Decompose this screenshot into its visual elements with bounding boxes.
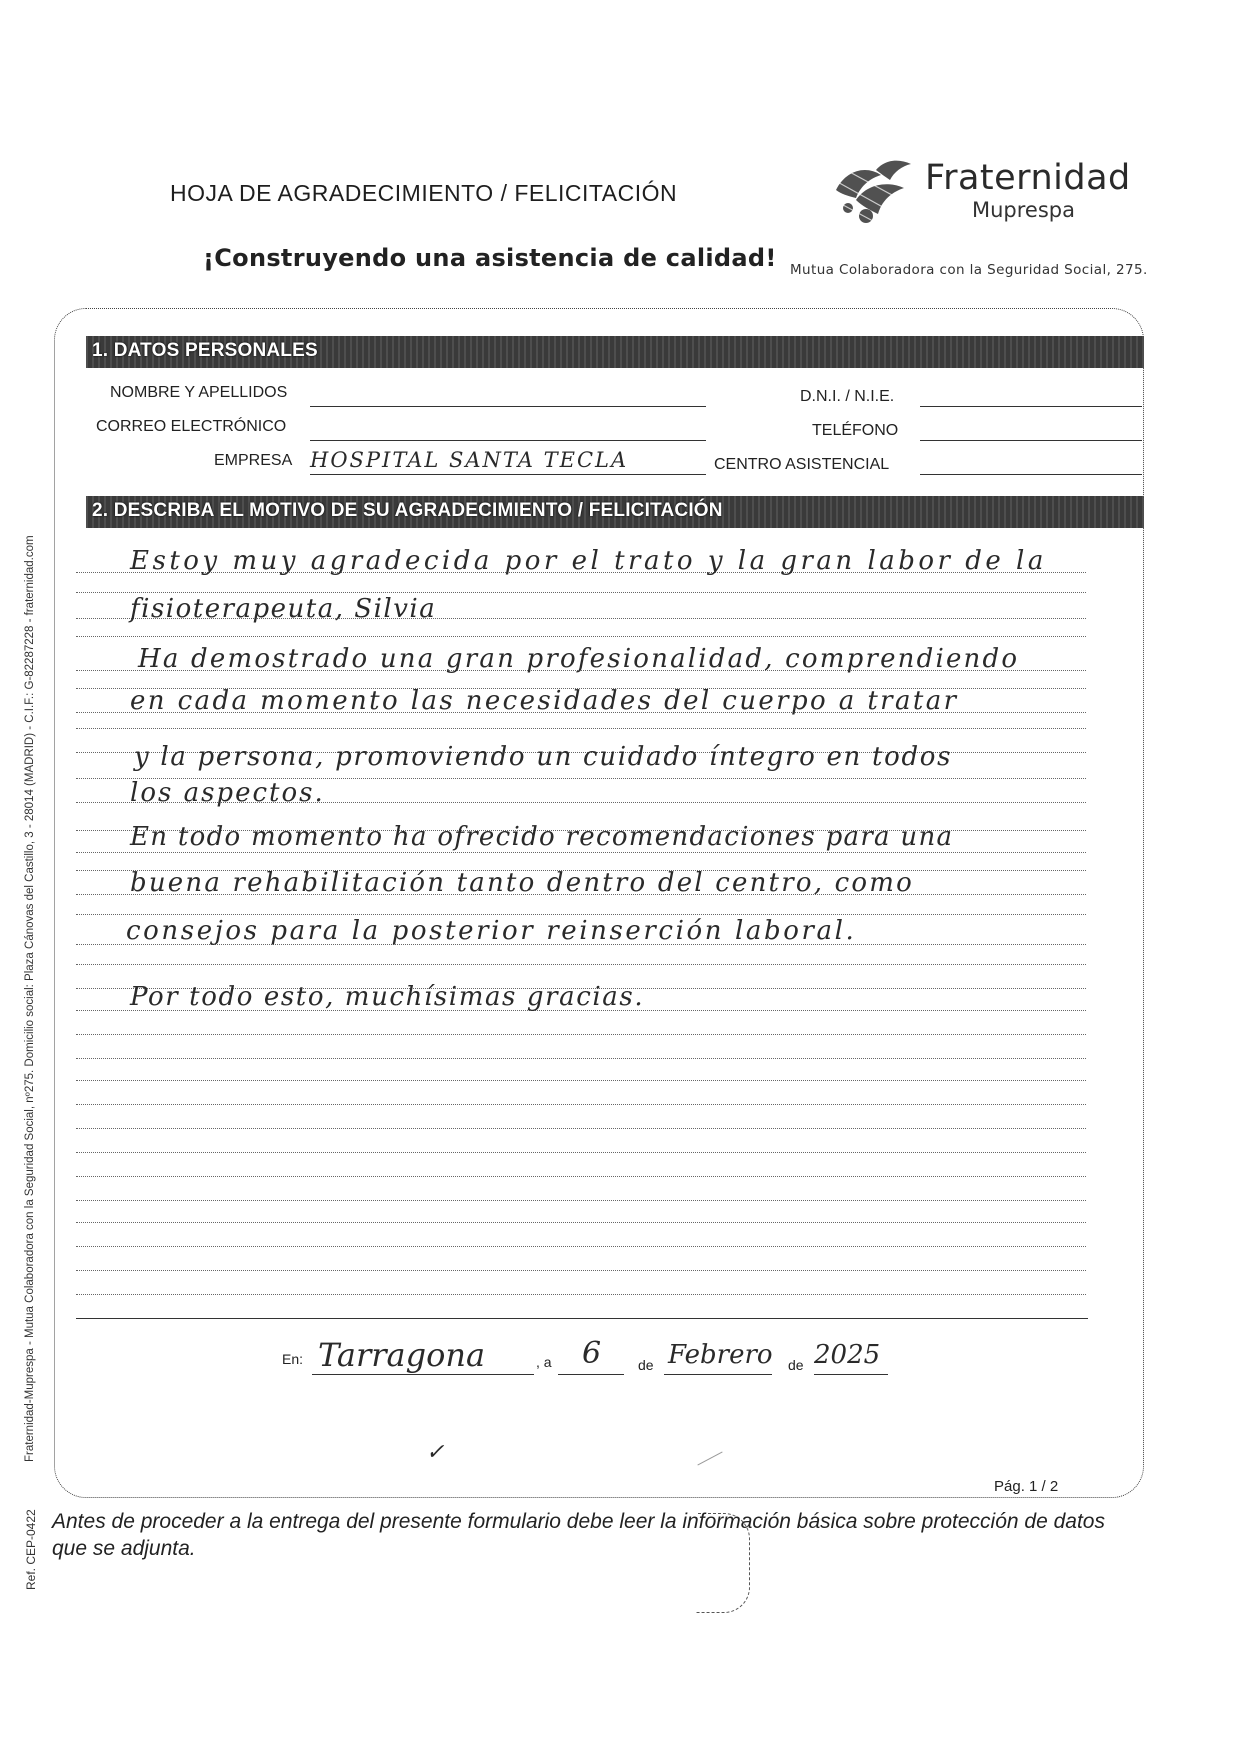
ruled-line	[76, 1176, 1086, 1177]
ruled-line	[76, 1080, 1086, 1081]
data-protection-note: Antes de proceder a la entrega del presente formulario debe leer la información básica sobre protección de datos que se adjunta.	[52, 1510, 1105, 1560]
message-line: en cada momento las necesidades del cuerpo a tratar	[130, 686, 959, 716]
label-correo: CORREO ELECTRÓNICO	[96, 418, 287, 435]
label-nombre: NOMBRE Y APELLIDOS	[110, 384, 288, 401]
form-title: HOJA DE AGRADECIMIENTO / FELICITACIÓN	[170, 180, 678, 206]
label-empresa: EMPRESA	[214, 452, 293, 469]
ruled-line	[76, 852, 1086, 853]
ruled-line	[76, 1128, 1086, 1129]
message-line: consejos para la posterior reinserción laboral.	[126, 916, 857, 946]
brand-tagline: Mutua Colaboradora con la Seguridad Social, 275.	[790, 262, 1148, 278]
label-dni: D.N.I. / N.I.E.	[800, 388, 895, 405]
message-line: En todo momento ha ofrecido recomendaciones para una	[130, 822, 954, 852]
section1-heading: 1. DATOS PERSONALES	[92, 340, 318, 361]
label-de-month: de	[638, 1357, 654, 1373]
ruled-line	[76, 1270, 1086, 1271]
side-legal-text: Fraternidad-Muprespa - Mutua Colaboradora con la Seguridad Social, nº275. Domicilio social: Plaza Cánovas del Castillo, 3 - 28014 (MADRID) - C.I.F.: G-82287228 - fraternidad.com	[24, 535, 36, 1462]
message-line: Ha demostrado una gran profesionalidad, comprendiendo	[138, 644, 1020, 674]
label-a: , a	[536, 1354, 552, 1370]
signature-mark: ✓	[426, 1440, 445, 1465]
message-line: buena rehabilitación tanto dentro del centro, como	[130, 868, 914, 898]
message-line: y la persona, promoviendo un cuidado íntegro en todos	[134, 742, 953, 772]
ruled-line	[76, 1294, 1086, 1295]
field-year[interactable]: 2025	[814, 1374, 888, 1375]
ruled-line	[76, 1034, 1086, 1035]
message-line: Estoy muy agradecida por el trato y la gran labor de la	[130, 546, 1047, 576]
field-month[interactable]: Febrero	[664, 1374, 772, 1375]
ruled-line	[76, 592, 1086, 593]
label-de-year: de	[788, 1357, 804, 1373]
message-end-line	[76, 1318, 1088, 1319]
label-telefono: TELÉFONO	[812, 422, 899, 439]
section2-heading: 2. DESCRIBA EL MOTIVO DE SU AGRADECIMIENTO / FELICITACIÓN	[92, 500, 723, 521]
ruled-line	[76, 1222, 1086, 1223]
ruled-line	[76, 964, 1086, 965]
label-en: En:	[282, 1351, 304, 1367]
ruled-line	[76, 1058, 1086, 1059]
field-empresa[interactable]: HOSPITAL SANTA TECLA	[310, 474, 706, 475]
ruled-line	[76, 728, 1086, 729]
field-place[interactable]: Tarragona	[312, 1374, 534, 1375]
ruled-line	[76, 1104, 1086, 1105]
page-number: Pág. 1 / 2	[994, 1478, 1059, 1495]
ruled-line	[76, 636, 1086, 637]
brand-name: Fraternidad	[925, 158, 1131, 198]
brand-sub: Muprespa	[972, 198, 1075, 222]
ruled-line	[76, 1246, 1086, 1247]
label-centro: CENTRO ASISTENCIAL	[714, 456, 890, 473]
message-line: Por todo esto, muchísimas gracias.	[130, 982, 645, 1012]
ruled-line	[76, 1200, 1086, 1201]
message-line: los aspectos.	[130, 778, 325, 808]
ruled-line	[76, 1152, 1086, 1153]
ruled-line	[76, 914, 1086, 915]
form-subtitle: ¡Construyendo una asistencia de calidad!	[203, 244, 777, 272]
side-ref: Ref. CEP-0422	[24, 1509, 38, 1590]
field-day[interactable]: 6	[558, 1374, 624, 1375]
message-line: fisioterapeuta, Silvia	[130, 594, 437, 624]
